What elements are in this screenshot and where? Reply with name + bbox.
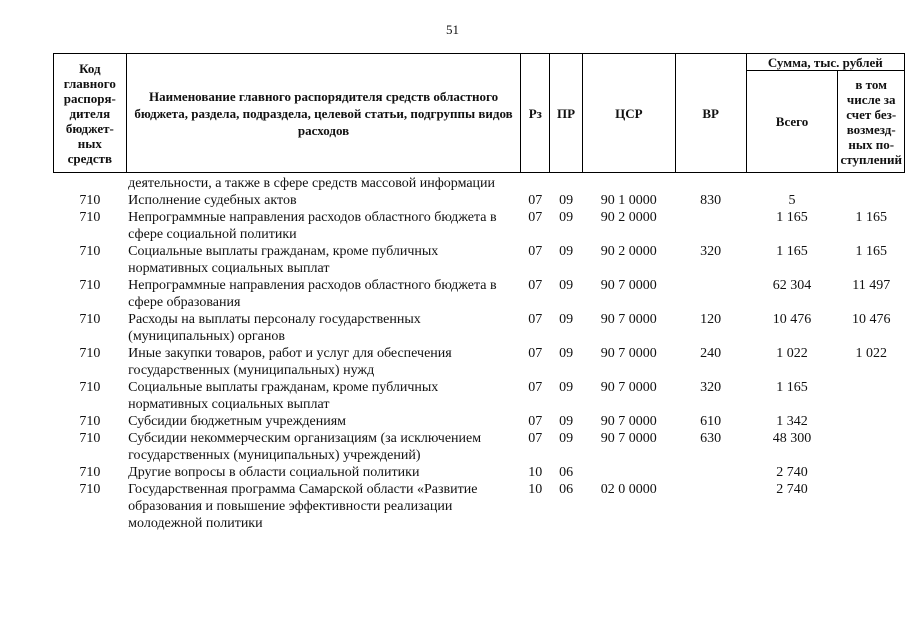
- cell-csr-text: 90 2 0000: [600, 244, 657, 259]
- cell-rz: 10: [528, 482, 543, 497]
- cell-vr: 320: [700, 244, 722, 259]
- cell-pr: 09: [559, 278, 574, 293]
- cell-rz: 07: [528, 414, 543, 429]
- cell-vr: [675, 464, 746, 481]
- cell-pr: 09: [559, 193, 574, 208]
- cell-code: 710: [79, 346, 101, 361]
- cell-pr: 09: [559, 380, 574, 395]
- header-name: Наименование главного распорядителя средств областного бюджета, раздела, подраздела, целевой статьи, подгруппы видов расходов: [126, 54, 521, 173]
- cell-total: 2 740: [776, 465, 808, 480]
- cell-total: 1 342: [776, 414, 808, 429]
- cell-total: 5: [788, 193, 796, 208]
- cell-pr: 06: [559, 465, 574, 480]
- table-row: [54, 192, 905, 209]
- cell-total: 1 165: [776, 244, 808, 259]
- header-incl: в том числе за счет без-возмезд-ных по-ступлений: [838, 71, 905, 173]
- cell-rz: 07: [528, 244, 543, 259]
- cell-incl: [838, 379, 905, 413]
- table-row: [54, 379, 905, 413]
- cell-csr-text: 90 7 0000: [600, 380, 657, 395]
- budget-table: [53, 53, 905, 532]
- cell-code: 710: [79, 312, 101, 327]
- cell-incl: [838, 430, 905, 464]
- cell-incl: [838, 413, 905, 430]
- cell-rz: 10: [528, 465, 543, 480]
- cell-csr-text: 90 7 0000: [600, 346, 657, 361]
- cell-csr: [582, 464, 675, 481]
- cell-csr: [582, 311, 675, 345]
- cell-code: [54, 173, 127, 193]
- cell-incl: 1 165: [855, 210, 887, 225]
- cell-code: 710: [79, 380, 101, 395]
- cell-name: Исполнение судебных актов: [128, 193, 297, 208]
- cell-rz: 07: [528, 193, 543, 208]
- cell-csr: [582, 192, 675, 209]
- cell-incl: [838, 464, 905, 481]
- cell-name: Иные закупки товаров, работ и услуг для обеспечения государственных (муниципальных) нужд: [128, 346, 452, 378]
- cell-vr: [675, 277, 746, 311]
- cell-vr: [675, 173, 746, 193]
- cell-name: деятельности, а также в сфере средств массовой информации: [128, 176, 496, 191]
- cell-total: 1 022: [776, 346, 808, 361]
- cell-rz: 07: [528, 431, 543, 446]
- cell-pr: 09: [559, 210, 574, 225]
- header-csr: ЦСР: [582, 54, 675, 173]
- cell-name: Расходы на выплаты персоналу государственных (муниципальных) органов: [128, 312, 421, 344]
- cell-csr-text: 90 1 0000: [600, 193, 657, 208]
- cell-name: Непрограммные направления расходов областного бюджета в сфере образования: [128, 278, 497, 310]
- cell-csr: [582, 243, 675, 277]
- header-vr: ВР: [675, 54, 746, 173]
- cell-pr: 09: [559, 414, 574, 429]
- table-row: [54, 173, 905, 193]
- cell-vr: 830: [700, 193, 722, 208]
- table-row: [54, 209, 905, 243]
- table-row: [54, 464, 905, 481]
- cell-incl: [838, 481, 905, 532]
- cell-vr: 630: [700, 431, 722, 446]
- cell-vr: [675, 481, 746, 532]
- cell-code: 710: [79, 465, 101, 480]
- page-number: 51: [446, 22, 459, 37]
- cell-name: Субсидии бюджетным учреждениям: [128, 414, 347, 429]
- cell-csr-text: 90 7 0000: [600, 414, 657, 429]
- cell-pr: 09: [559, 431, 574, 446]
- table-row: [54, 481, 905, 532]
- cell-csr: [582, 277, 675, 311]
- cell-incl: 1 165: [855, 244, 887, 259]
- cell-total: 48 300: [772, 431, 812, 446]
- cell-incl: [838, 192, 905, 209]
- cell-rz: [521, 173, 550, 193]
- cell-csr: [582, 481, 675, 532]
- cell-rz: 07: [528, 380, 543, 395]
- cell-csr-text: 90 7 0000: [600, 312, 657, 327]
- cell-name: Социальные выплаты гражданам, кроме публичных нормативных социальных выплат: [128, 380, 439, 412]
- cell-incl: 11 497: [852, 278, 891, 293]
- cell-total: 1 165: [776, 210, 808, 225]
- cell-rz: 07: [528, 210, 543, 225]
- cell-vr: 320: [700, 380, 722, 395]
- cell-csr-text: 90 7 0000: [600, 278, 657, 293]
- cell-csr: [582, 379, 675, 413]
- cell-total: [746, 173, 838, 193]
- cell-vr: 120: [700, 312, 722, 327]
- table-row: [54, 311, 905, 345]
- cell-vr: [675, 209, 746, 243]
- cell-pr: 09: [559, 312, 574, 327]
- cell-pr: 06: [559, 482, 574, 497]
- cell-code: 710: [79, 244, 101, 259]
- cell-name: Непрограммные направления расходов областного бюджета в сфере социальной политики: [128, 210, 497, 242]
- cell-total: 10 476: [772, 312, 812, 327]
- cell-csr: [582, 430, 675, 464]
- header-sum: Сумма, тыс. рублей: [746, 54, 904, 71]
- table-header: [54, 54, 905, 173]
- cell-rz: 07: [528, 346, 543, 361]
- cell-csr: [582, 209, 675, 243]
- cell-vr: 240: [700, 346, 722, 361]
- cell-total: 62 304: [772, 278, 812, 293]
- table-row: [54, 277, 905, 311]
- table-row: [54, 430, 905, 464]
- cell-csr-text: 90 2 0000: [600, 210, 657, 225]
- cell-csr-text: 90 7 0000: [600, 431, 657, 446]
- cell-code: 710: [79, 193, 101, 208]
- cell-vr: 610: [700, 414, 722, 429]
- cell-code: 710: [79, 431, 101, 446]
- cell-csr: [582, 413, 675, 430]
- cell-code: 710: [79, 210, 101, 225]
- cell-total: 1 165: [776, 380, 808, 395]
- cell-total: 2 740: [776, 482, 808, 497]
- cell-code: 710: [79, 278, 101, 293]
- cell-pr: 09: [559, 244, 574, 259]
- cell-pr: [550, 173, 583, 193]
- cell-name: Государственная программа Самарской области «Развитие образования и повышение эффективности реализации молодежной политики: [128, 482, 478, 531]
- cell-incl: 1 022: [855, 346, 887, 361]
- table-row: [54, 413, 905, 430]
- cell-rz: 07: [528, 278, 543, 293]
- cell-incl: [838, 173, 905, 193]
- cell-name: Субсидии некоммерческим организациям (за исключением государственных (муниципальных) учреждений): [128, 431, 482, 463]
- header-pr: ПР: [550, 54, 583, 173]
- table-row: [54, 243, 905, 277]
- cell-csr: [582, 345, 675, 379]
- cell-rz: 07: [528, 312, 543, 327]
- header-code: Код главного распоря-дителя бюджет-ных средств: [54, 54, 127, 173]
- table-body: [54, 173, 905, 533]
- cell-incl: 10 476: [851, 312, 891, 327]
- header-total: Всего: [746, 71, 838, 173]
- cell-name: Социальные выплаты гражданам, кроме публичных нормативных социальных выплат: [128, 244, 439, 276]
- cell-csr-text: 02 0 0000: [600, 482, 657, 497]
- cell-name: Другие вопросы в области социальной политики: [128, 465, 420, 480]
- cell-csr: [582, 173, 675, 193]
- cell-code: 710: [79, 414, 101, 429]
- header-rz: Рз: [521, 54, 550, 173]
- cell-code: 710: [79, 482, 101, 497]
- cell-pr: 09: [559, 346, 574, 361]
- table-row: [54, 345, 905, 379]
